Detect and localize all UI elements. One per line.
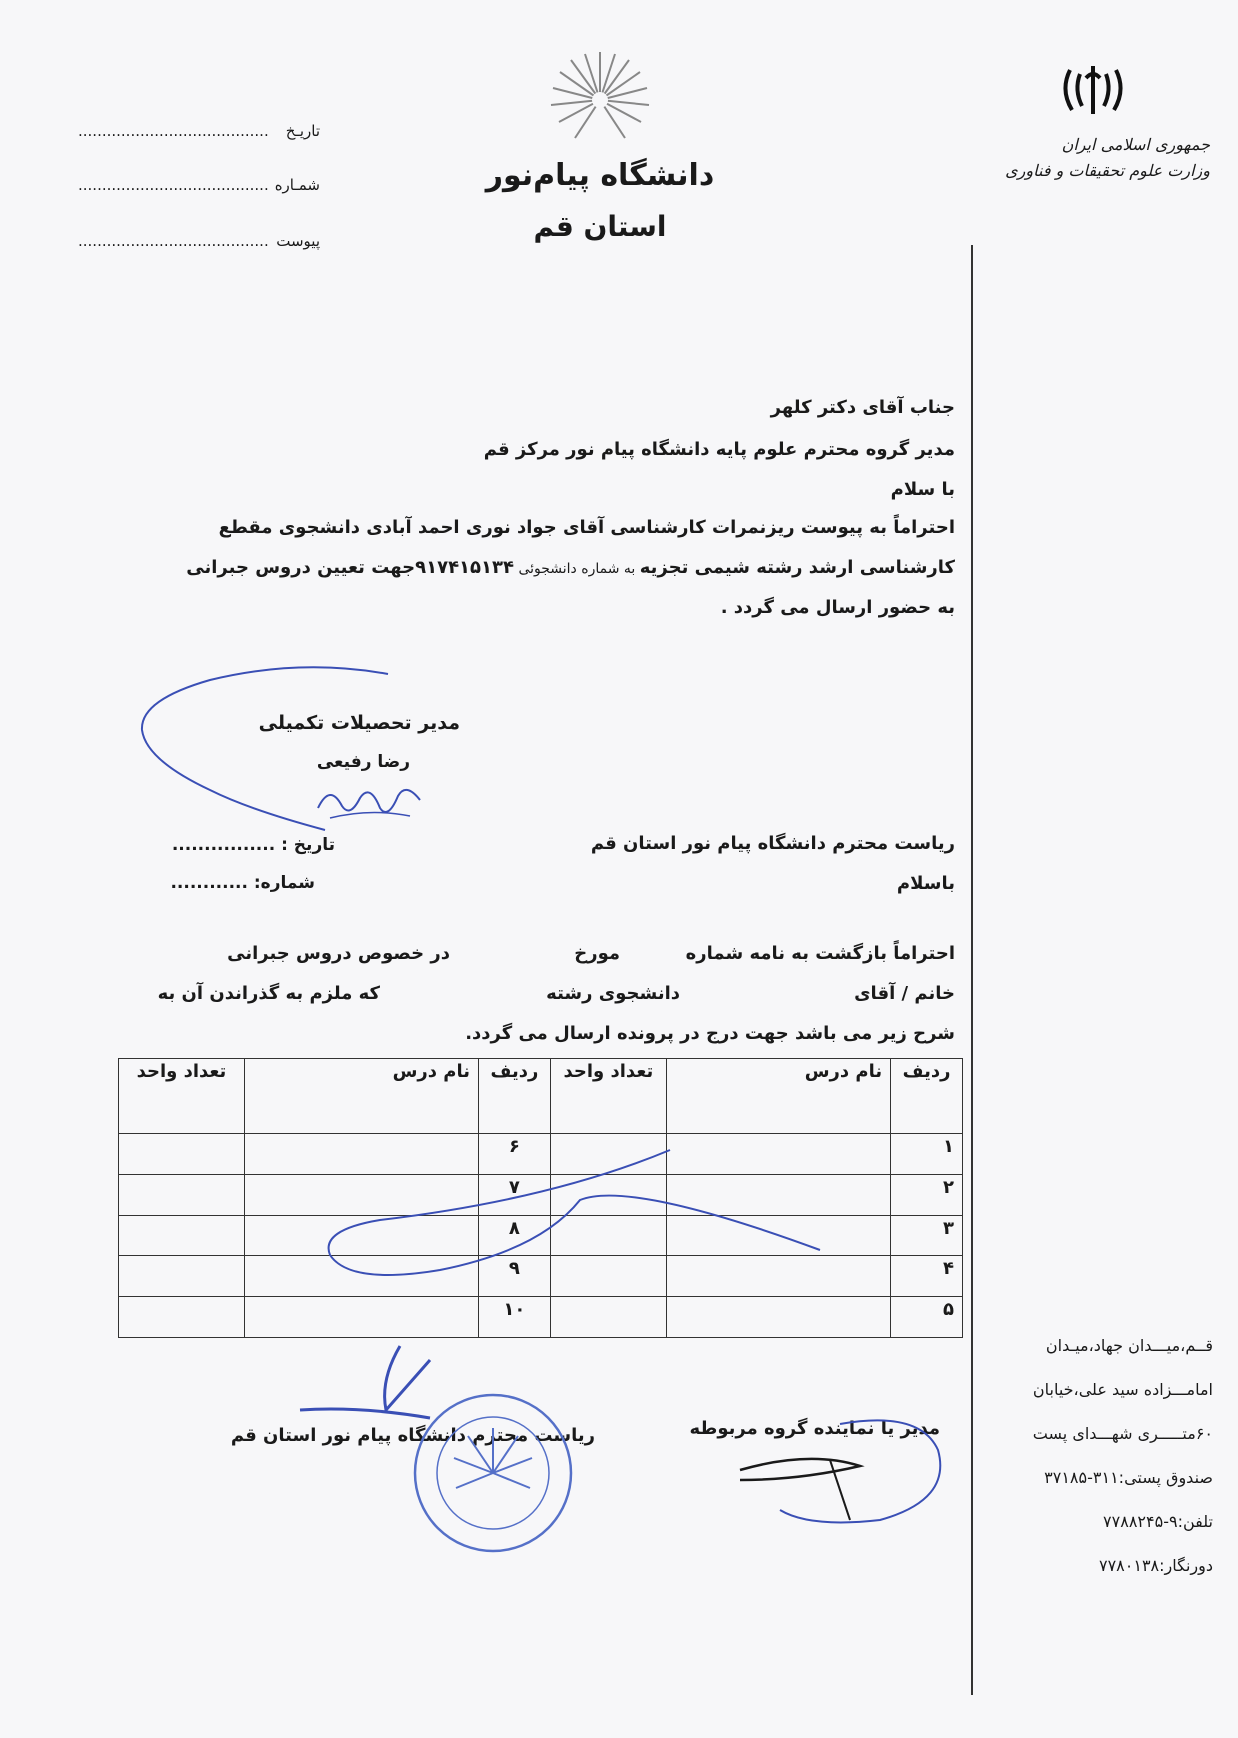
header-row-no-left: ردیف (478, 1059, 550, 1134)
address-line-3: ۶۰متـــــری شهـــدای پست (1032, 1424, 1213, 1443)
emblem-caption-2: وزارت علوم تحقیقات و فناوری (1005, 161, 1210, 180)
table-header-row (119, 1059, 963, 1134)
group-rep-label: مدیر یا نماینده گروه مربوطه (689, 1418, 940, 1439)
row-no: ۴ (891, 1256, 963, 1297)
attachment-label: پیوست (276, 232, 320, 250)
row-no: ۶ (478, 1134, 550, 1175)
sign-title: مدیر تحصیلات تکمیلی (258, 712, 460, 734)
reply-line1-b: مورخ (574, 943, 620, 964)
body-line-3: به حضور ارسال می گردد . (720, 597, 955, 618)
row-no: ۱۰ (478, 1297, 550, 1338)
reply-date: تاریخ : ................ (171, 835, 335, 855)
address-line-1: قــم،میـــدان جهاد،میـدان (1045, 1336, 1213, 1355)
address-line-2: امامـــزاده سید علی،خیابان (1032, 1380, 1213, 1399)
header-units-right: تعداد واحد (550, 1059, 666, 1134)
margin-divider (971, 245, 973, 1695)
reply-line2-a: خانم / آقای (854, 983, 955, 1004)
row-no: ۷ (478, 1174, 550, 1215)
reply-line2-b: دانشجوی رشته (546, 983, 680, 1004)
reply-greeting: باسلام (896, 873, 955, 894)
reply-addressee: ریاست محترم دانشگاه پیام نور استان قم (590, 833, 955, 854)
date-label: تاریـخ (285, 122, 320, 140)
row-no: ۳ (891, 1215, 963, 1256)
university-name: دانشگاه پیام‌نور (485, 158, 715, 193)
president-label: ریاست محترم دانشگاه پیام نور استان قم (230, 1425, 595, 1446)
body-line-2 (120, 550, 955, 587)
table-strike-stroke (300, 1140, 900, 1310)
recipient-title: مدیر گروه محترم علوم پایه دانشگاه پیام نور مرکز قم (483, 439, 955, 460)
address-line-4: صندوق پستی:۳۱۱-۳۷۱۸۵ (1044, 1468, 1213, 1487)
row-no: ۲ (891, 1174, 963, 1215)
address-line-5: تلفن:۹-۷۷۸۸۲۴۵ (1103, 1512, 1213, 1531)
header-row-no-right: ردیف (891, 1059, 963, 1134)
date-dots: ........................................ (78, 122, 269, 140)
address-line-6: دورنگار:۷۷۸۰۱۳۸ (1098, 1556, 1213, 1575)
reply-line1-a: احتراماً بازگشت به نامه شماره (685, 943, 955, 964)
body-line-1: احتراماً به پیوست ریزنمرات کارشناسی آقای جواد نوری احمد آبادی دانشجوی مقطع (218, 517, 955, 538)
header-course-left: نام درس (244, 1059, 478, 1134)
row-no: ۵ (891, 1297, 963, 1338)
sign-name: رضا رفیعی (316, 752, 410, 772)
reply-number: شماره: ............ (170, 873, 315, 893)
emblem-caption-1: جمهوری اسلامی ایران (1061, 135, 1210, 154)
reply-line1-c: در خصوص دروس جبرانی (227, 943, 450, 964)
attachment-dots: ........................................ (78, 232, 269, 250)
university-logo-icon (545, 50, 655, 150)
university-stamp-icon (408, 1388, 578, 1558)
university-province: استان قم (533, 210, 667, 243)
recipient-name: جناب آقای دکتر کلهر (770, 397, 955, 418)
reply-line3: شرح زیر می باشد جهت درج در پرونده ارسال می گردد. (465, 1023, 955, 1044)
row-no: ۱ (891, 1134, 963, 1175)
group-rep-signature (720, 1410, 960, 1540)
number-label: شمـاره (274, 176, 320, 194)
number-dots: ........................................ (78, 176, 269, 194)
row-no: ۸ (478, 1215, 550, 1256)
header-course-right: نام درس (666, 1059, 890, 1134)
row-no: ۹ (478, 1256, 550, 1297)
greeting: با سلام (890, 479, 955, 500)
body-line-2-c: ۹۱۷۴۱۵۱۳۴جهت تعیین دروس جبرانی (186, 557, 514, 578)
body-line-2-a: کارشناسی ارشد رشته شیمی تجزیه (639, 557, 955, 578)
header-units-left: تعداد واحد (119, 1059, 245, 1134)
reply-line2-c: که ملزم به گذراندن آن به (157, 983, 380, 1004)
handwritten-signature (310, 778, 430, 823)
iran-emblem-icon (1058, 60, 1128, 120)
body-line-2-b: به شماره دانشجوئی (514, 561, 640, 577)
